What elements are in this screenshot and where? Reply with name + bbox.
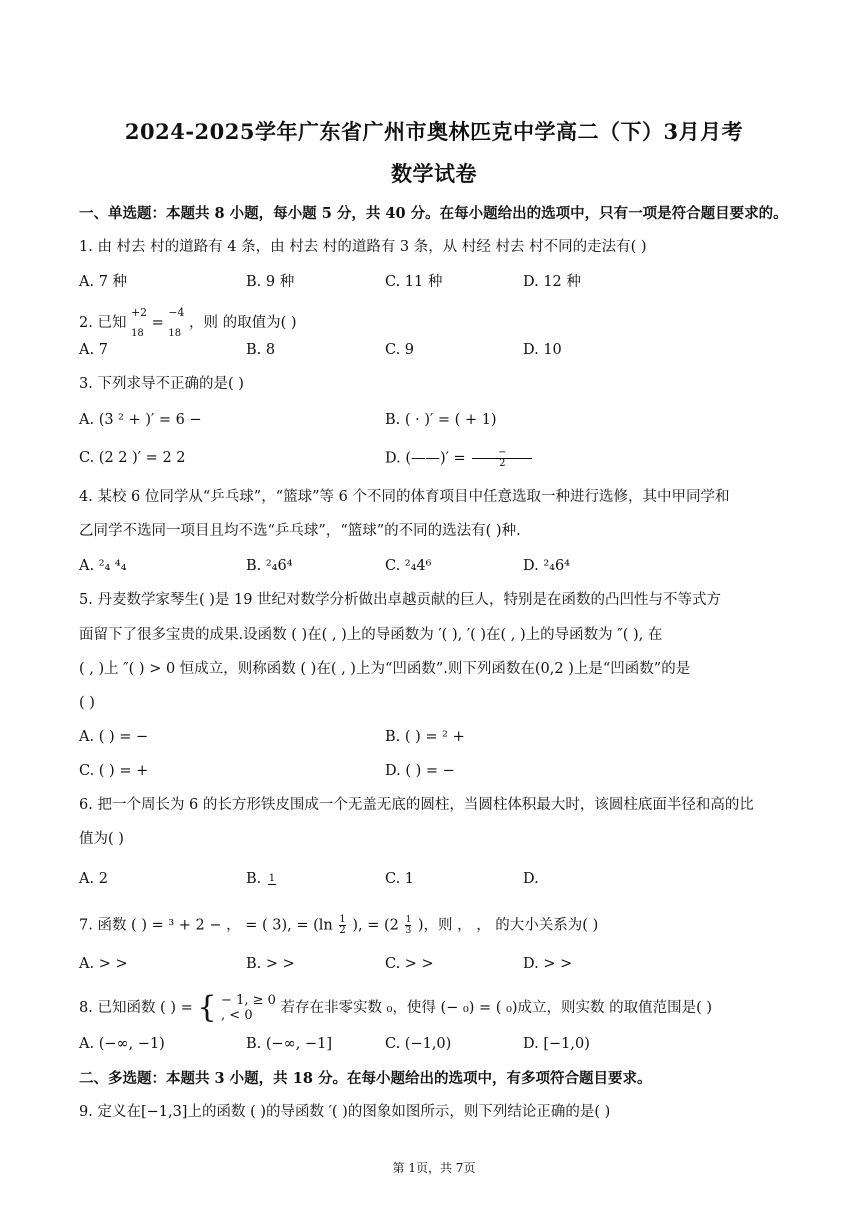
section-multiple-choice-header: 二、多选题：本题共 3 小题，共 18 分。在每小题给出的选项中，有多项符合题目要求。 xyxy=(79,1070,652,1087)
question-7-stem xyxy=(79,915,799,936)
question-5-option-b: B. ( ) = ² + xyxy=(385,729,465,745)
question-7-exponent-fraction xyxy=(405,915,411,936)
question-2-option-b: B. 8 xyxy=(246,342,276,358)
question-5-option-a: A. ( ) = − xyxy=(79,729,149,745)
question-2-equals: = xyxy=(151,315,164,332)
question-1-option-d: D. 12 种 xyxy=(523,274,581,290)
question-2-stem-prefix: 2. 已知 xyxy=(79,315,127,332)
question-2-combination-1 xyxy=(131,305,147,341)
question-4-option-b: B. ²₄6⁴ xyxy=(246,558,293,574)
question-7-fraction-1-numerator: 1 xyxy=(339,914,346,925)
question-5-stem-line-3: ( , )上 ″( ) > 0 恒成立，则称函数 ( )在( , )上为“凹函数”.则下列函数在(0,2 )上是“凹函数”的是 xyxy=(79,661,691,677)
page-footer: 第 1页，共 7页 xyxy=(392,1161,476,1175)
question-3-option-a: A. (3 ² + )′ = 6 − xyxy=(79,412,202,428)
question-6-option-b xyxy=(246,869,278,889)
question-1-stem: 1. 由 村去 村的道路有 4 条，由 村去 村的道路有 3 条，从 村经 村去 村不同的走法有( ) xyxy=(79,239,647,255)
question-8-piecewise-cases xyxy=(221,993,276,1023)
question-2-option-c: C. 9 xyxy=(385,342,415,358)
question-3-option-d-prefix: D. (——)′ = xyxy=(385,450,471,467)
question-2-superscript-1: +2 xyxy=(131,306,148,319)
question-7-option-c: C. > > xyxy=(385,956,434,972)
question-7-option-d: D. > > xyxy=(523,956,573,972)
question-4-option-c: C. ²₄4⁶ xyxy=(385,558,432,574)
question-8-left-brace: { xyxy=(197,990,217,1025)
question-6-option-b-denominator xyxy=(268,884,276,885)
question-2-option-a: A. 7 xyxy=(79,342,108,358)
question-8-option-a: A. (−∞, −1) xyxy=(79,1036,165,1052)
question-6-option-b-fraction xyxy=(268,874,276,885)
question-2-stem xyxy=(79,305,799,341)
question-3-option-d-fraction xyxy=(472,448,532,469)
exam-title: 2024-2025学年广东省广州市奥林匹克中学高二（下）3月月考 xyxy=(124,119,744,144)
question-7-fraction-2-numerator: 1 xyxy=(405,915,412,925)
question-2-subscript-1: 18 xyxy=(131,328,144,340)
question-8-option-b: B. (−∞, −1] xyxy=(246,1036,333,1052)
question-2-stem-suffix: ，则 的取值为( ) xyxy=(188,315,297,332)
question-8-stem-prefix: 8. 已知函数 ( ) = xyxy=(79,1000,193,1016)
question-5-option-c: C. ( ) = + xyxy=(79,763,149,779)
question-6-option-a: A. 2 xyxy=(79,871,108,887)
question-4-option-a: A. ²₄ ⁴₄ xyxy=(79,558,127,574)
question-3-option-b: B. ( · )′ = ( + 1) xyxy=(385,412,497,428)
question-8-option-c: C. (−1,0) xyxy=(385,1036,452,1052)
question-5-stem-line-1: 5. 丹麦数学家琴生( )是 19 世纪对数学分析做出卓越贡献的巨人，特别是在函数的凸凹性与不等式方 xyxy=(79,592,722,608)
question-2-option-d: D. 10 xyxy=(523,342,562,358)
question-6-option-b-label: B. xyxy=(246,871,262,887)
question-5-option-d: D. ( ) = − xyxy=(385,763,455,779)
question-3-option-d-denominator: 2 xyxy=(472,458,532,469)
question-3-option-c: C. (2 2 )′ = 2 2 xyxy=(79,450,186,466)
exam-subtitle: 数学试卷 xyxy=(391,161,477,186)
question-7-stem-part-b: ), = (2 xyxy=(352,917,399,934)
question-8-option-d: D. [−1,0) xyxy=(523,1036,590,1052)
question-6-option-b-numerator: 1 xyxy=(268,872,276,884)
question-7-stem-part-a: 7. 函数 ( ) = ³ + 2 − ， = ( 3), = (ln xyxy=(79,917,333,934)
question-8-stem xyxy=(79,990,799,1025)
question-5-stem-line-2: 面留下了很多宝贵的成果.设函数 ( )在( , )上的导函数为 ′( ), ′( )在( , )上的导函数为 ″( ), 在 xyxy=(79,627,663,643)
question-3-option-d xyxy=(385,448,534,469)
question-1-option-c: C. 11 种 xyxy=(385,274,443,290)
question-8-case-1: − 1, ≥ 0 xyxy=(221,993,276,1008)
question-7-option-a: A. > > xyxy=(79,956,128,972)
question-4-stem-line-2: 乙同学不选同一项目且均不选“乒乓球”，“篮球”的不同的选法有( )种. xyxy=(79,523,521,539)
question-4-stem-line-1: 4. 某校 6 位同学从“乒乓球”，“篮球”等 6 个不同的体育项目中任意选取一种进行选修，其中甲同学和 xyxy=(79,489,730,505)
question-3-option-d-numerator: − xyxy=(498,447,507,458)
question-6-option-d: D. xyxy=(523,871,539,887)
question-7-fraction-1 xyxy=(339,915,345,936)
question-2-combination-2 xyxy=(168,305,184,341)
question-4-option-d: D. ²₄6⁴ xyxy=(523,558,570,574)
question-8-case-2: , < 0 xyxy=(221,1008,253,1023)
question-7-fraction-2-denominator: 3 xyxy=(405,926,412,936)
question-6-option-c: C. 1 xyxy=(385,871,415,887)
question-6-stem-line-1: 6. 把一个周长为 6 的长方形铁皮围成一个无盖无底的圆柱，当圆柱体积最大时，该圆柱底面半径和高的比 xyxy=(79,797,754,813)
section-single-choice-header: 一、单选题：本题共 8 小题，每小题 5 分，共 40 分。在每小题给出的选项中，只有一项是符合题目要求的。 xyxy=(79,205,788,222)
question-7-fraction-1-denominator: 2 xyxy=(339,925,346,936)
question-8-stem-suffix: 若存在非零实数 ₀，使得 (− ₀) = ( ₀)成立，则实数 的取值范围是( ) xyxy=(280,1000,713,1016)
question-2-subscript-2: 18 xyxy=(168,328,182,340)
question-5-stem-line-4: ( ) xyxy=(79,695,95,711)
question-1-option-a: A. 7 种 xyxy=(79,274,128,290)
question-7-stem-part-c: )，则 ， ， 的大小关系为( ) xyxy=(417,917,599,934)
question-2-superscript-2: −4 xyxy=(168,306,185,319)
question-9-stem: 9. 定义在[−1,3]上的函数 ( )的导函数 ′( )的图象如图所示，则下列结论正确的是( ) xyxy=(79,1104,611,1120)
question-3-stem: 3. 下列求导不正确的是( ) xyxy=(79,376,244,392)
question-7-option-b: B. > > xyxy=(246,956,295,972)
question-6-stem-line-2: 值为( ) xyxy=(79,831,124,847)
question-1-option-b: B. 9 种 xyxy=(246,274,295,290)
